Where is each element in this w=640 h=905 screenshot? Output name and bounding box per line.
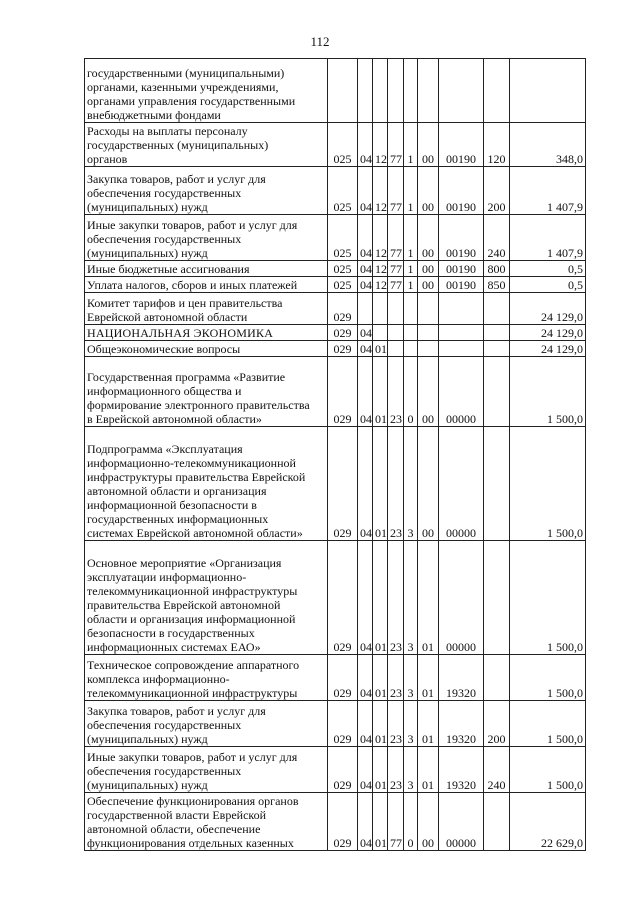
- row-amount: 0,5: [510, 261, 586, 277]
- row-expense-type: [484, 655, 510, 701]
- row-subsection: 12: [373, 123, 388, 167]
- row-expense-type: [484, 293, 510, 325]
- row-code: 029: [328, 357, 358, 427]
- row-program: 23: [388, 357, 404, 427]
- row-expense-type: 800: [484, 261, 510, 277]
- row-code: 029: [328, 427, 358, 541]
- table-row: [85, 123, 586, 167]
- row-subsection: 12: [373, 277, 388, 293]
- budget-table: [84, 58, 586, 851]
- row-code: 025: [328, 215, 358, 261]
- row-direction: 00190: [439, 215, 484, 261]
- page-number: 112: [310, 34, 330, 49]
- row-code: 025: [328, 261, 358, 277]
- row-subprogram: [404, 341, 418, 357]
- row-expense-type: [484, 59, 510, 123]
- row-section: 04: [358, 261, 373, 277]
- row-expense-type: 200: [484, 167, 510, 215]
- row-section: 04: [358, 341, 373, 357]
- row-program: [388, 293, 404, 325]
- row-code: 025: [328, 277, 358, 293]
- row-subprogram: 1: [404, 261, 418, 277]
- row-section: 04: [358, 701, 373, 747]
- row-direction: 19320: [439, 655, 484, 701]
- table-row: [85, 701, 586, 747]
- row-amount: 1 407,9: [510, 167, 586, 215]
- row-section: 04: [358, 325, 373, 341]
- row-subsection: [373, 293, 388, 325]
- row-direction: 00190: [439, 261, 484, 277]
- row-direction: 00190: [439, 277, 484, 293]
- row-subsection: 01: [373, 357, 388, 427]
- row-measure: 00: [418, 123, 439, 167]
- row-amount: 24 129,0: [510, 293, 586, 325]
- row-program: 23: [388, 427, 404, 541]
- row-code: [328, 59, 358, 123]
- row-section: 04: [358, 277, 373, 293]
- row-code: 029: [328, 747, 358, 793]
- row-subprogram: [404, 293, 418, 325]
- row-subprogram: 0: [404, 357, 418, 427]
- row-section: [358, 293, 373, 325]
- row-measure: [418, 325, 439, 341]
- row-expense-type: [484, 793, 510, 851]
- table-row: [85, 59, 586, 123]
- row-name: Иные закупки товаров, работ и услуг для обеспечения государственных (муниципальных) нужд: [85, 215, 328, 261]
- row-measure: 01: [418, 747, 439, 793]
- row-expense-type: 120: [484, 123, 510, 167]
- row-measure: 00: [418, 277, 439, 293]
- row-expense-type: 240: [484, 747, 510, 793]
- row-code: 029: [328, 793, 358, 851]
- row-code: 029: [328, 293, 358, 325]
- row-section: 04: [358, 357, 373, 427]
- row-subprogram: 3: [404, 747, 418, 793]
- row-section: 04: [358, 655, 373, 701]
- row-section: [358, 59, 373, 123]
- row-name: Иные закупки товаров, работ и услуг для обеспечения государственных (муниципальных) нужд: [85, 747, 328, 793]
- row-subprogram: 3: [404, 541, 418, 655]
- row-expense-type: [484, 357, 510, 427]
- row-program: 23: [388, 747, 404, 793]
- row-measure: 00: [418, 357, 439, 427]
- row-section: 04: [358, 427, 373, 541]
- row-expense-type: [484, 341, 510, 357]
- table-row: [85, 167, 586, 215]
- row-program: [388, 325, 404, 341]
- row-measure: 01: [418, 541, 439, 655]
- row-subprogram: 1: [404, 167, 418, 215]
- row-section: 04: [358, 747, 373, 793]
- row-code: 025: [328, 123, 358, 167]
- row-name: государственными (муниципальными) органами, казенными учреждениями, органами управления государственными внебюджетными фондами: [85, 59, 328, 123]
- table-row: [85, 325, 586, 341]
- row-direction: 00000: [439, 541, 484, 655]
- table-row: [85, 277, 586, 293]
- row-measure: 00: [418, 261, 439, 277]
- row-measure: 01: [418, 655, 439, 701]
- row-subsection: 01: [373, 655, 388, 701]
- row-measure: 00: [418, 793, 439, 851]
- row-direction: [439, 341, 484, 357]
- row-measure: 00: [418, 167, 439, 215]
- table-row: [85, 357, 586, 427]
- row-subsection: 01: [373, 427, 388, 541]
- table-row: [85, 793, 586, 851]
- row-program: 77: [388, 261, 404, 277]
- row-program: 77: [388, 123, 404, 167]
- table-row: [85, 541, 586, 655]
- row-subprogram: [404, 59, 418, 123]
- row-program: 77: [388, 793, 404, 851]
- row-direction: [439, 293, 484, 325]
- row-amount: 1 407,9: [510, 215, 586, 261]
- row-subprogram: 1: [404, 215, 418, 261]
- row-amount: 24 129,0: [510, 341, 586, 357]
- row-code: 029: [328, 701, 358, 747]
- row-section: 04: [358, 167, 373, 215]
- row-amount: 1 500,0: [510, 357, 586, 427]
- row-program: 77: [388, 277, 404, 293]
- table-row: [85, 655, 586, 701]
- row-amount: 1 500,0: [510, 655, 586, 701]
- row-direction: 00190: [439, 123, 484, 167]
- row-amount: 348,0: [510, 123, 586, 167]
- row-code: 029: [328, 341, 358, 357]
- row-expense-type: [484, 541, 510, 655]
- row-measure: 00: [418, 427, 439, 541]
- table-row: [85, 747, 586, 793]
- row-measure: [418, 59, 439, 123]
- row-program: [388, 59, 404, 123]
- table-row: [85, 341, 586, 357]
- row-program: [388, 341, 404, 357]
- row-program: 77: [388, 215, 404, 261]
- row-measure: 00: [418, 215, 439, 261]
- row-program: 23: [388, 655, 404, 701]
- row-name: Основное мероприятие «Организация эксплуатации информационно- телекоммуникационной инфраструктуры правительства Еврейской автономной области и организация информационной безопасности в государственных информационных системах ЕАО»: [85, 541, 328, 655]
- row-subsection: 01: [373, 793, 388, 851]
- row-expense-type: 200: [484, 701, 510, 747]
- row-measure: 01: [418, 701, 439, 747]
- row-expense-type: [484, 325, 510, 341]
- row-subprogram: 1: [404, 277, 418, 293]
- row-code: 029: [328, 655, 358, 701]
- row-amount: 1 500,0: [510, 701, 586, 747]
- row-subprogram: 3: [404, 655, 418, 701]
- row-name: Уплата налогов, сборов и иных платежей: [85, 277, 328, 293]
- row-direction: 00000: [439, 427, 484, 541]
- row-name: Обеспечение функционирования органов государственной власти Еврейской автономной области, обеспечение функционирования отдельных казенных: [85, 793, 328, 851]
- row-direction: 00000: [439, 793, 484, 851]
- row-name: Комитет тарифов и цен правительства Еврейской автономной области: [85, 293, 328, 325]
- row-amount: [510, 59, 586, 123]
- row-section: 04: [358, 793, 373, 851]
- row-program: 77: [388, 167, 404, 215]
- row-code: 029: [328, 541, 358, 655]
- row-section: 04: [358, 215, 373, 261]
- row-expense-type: 850: [484, 277, 510, 293]
- row-expense-type: [484, 427, 510, 541]
- row-direction: 19320: [439, 747, 484, 793]
- row-amount: 0,5: [510, 277, 586, 293]
- row-amount: 1 500,0: [510, 427, 586, 541]
- row-program: 23: [388, 541, 404, 655]
- row-direction: [439, 325, 484, 341]
- row-subprogram: 0: [404, 793, 418, 851]
- row-program: 23: [388, 701, 404, 747]
- row-subsection: 12: [373, 215, 388, 261]
- row-name: Иные бюджетные ассигнования: [85, 261, 328, 277]
- row-name: Закупка товаров, работ и услуг для обеспечения государственных (муниципальных) нужд: [85, 167, 328, 215]
- row-measure: [418, 341, 439, 357]
- table-row: [85, 293, 586, 325]
- row-expense-type: 240: [484, 215, 510, 261]
- table-row: [85, 427, 586, 541]
- row-measure: [418, 293, 439, 325]
- row-direction: 19320: [439, 701, 484, 747]
- row-subprogram: 3: [404, 701, 418, 747]
- row-subsection: [373, 325, 388, 341]
- row-amount: 22 629,0: [510, 793, 586, 851]
- row-subsection: 01: [373, 541, 388, 655]
- row-name: Государственная программа «Развитие информационного общества и формирование электронного правительства в Еврейской автономной области»: [85, 357, 328, 427]
- row-code: 029: [328, 325, 358, 341]
- row-direction: 00000: [439, 357, 484, 427]
- table-row: [85, 215, 586, 261]
- row-amount: 24 129,0: [510, 325, 586, 341]
- row-subsection: 12: [373, 261, 388, 277]
- row-name: Техническое сопровождение аппаратного комплекса информационно- телекоммуникационной инфраструктуры: [85, 655, 328, 701]
- row-code: 025: [328, 167, 358, 215]
- row-direction: [439, 59, 484, 123]
- row-name: НАЦИОНАЛЬНАЯ ЭКОНОМИКА: [85, 325, 328, 341]
- row-section: 04: [358, 541, 373, 655]
- row-subprogram: [404, 325, 418, 341]
- row-subsection: 12: [373, 167, 388, 215]
- row-subsection: 01: [373, 747, 388, 793]
- row-direction: 00190: [439, 167, 484, 215]
- row-amount: 1 500,0: [510, 747, 586, 793]
- row-subsection: 01: [373, 341, 388, 357]
- row-name: Расходы на выплаты персоналу государственных (муниципальных) органов: [85, 123, 328, 167]
- row-name: Общеэкономические вопросы: [85, 341, 328, 357]
- row-subprogram: 1: [404, 123, 418, 167]
- table-row: [85, 261, 586, 277]
- row-subprogram: 3: [404, 427, 418, 541]
- row-section: 04: [358, 123, 373, 167]
- row-name: Закупка товаров, работ и услуг для обеспечения государственных (муниципальных) нужд: [85, 701, 328, 747]
- row-subsection: [373, 59, 388, 123]
- row-name: Подпрограмма «Эксплуатация информационно-телекоммуникационной инфраструктуры правительства Еврейской автономной области и организация информационной безопасности в государственных информационных системах Еврейской автономной области»: [85, 427, 328, 541]
- row-amount: 1 500,0: [510, 541, 586, 655]
- row-subsection: 01: [373, 701, 388, 747]
